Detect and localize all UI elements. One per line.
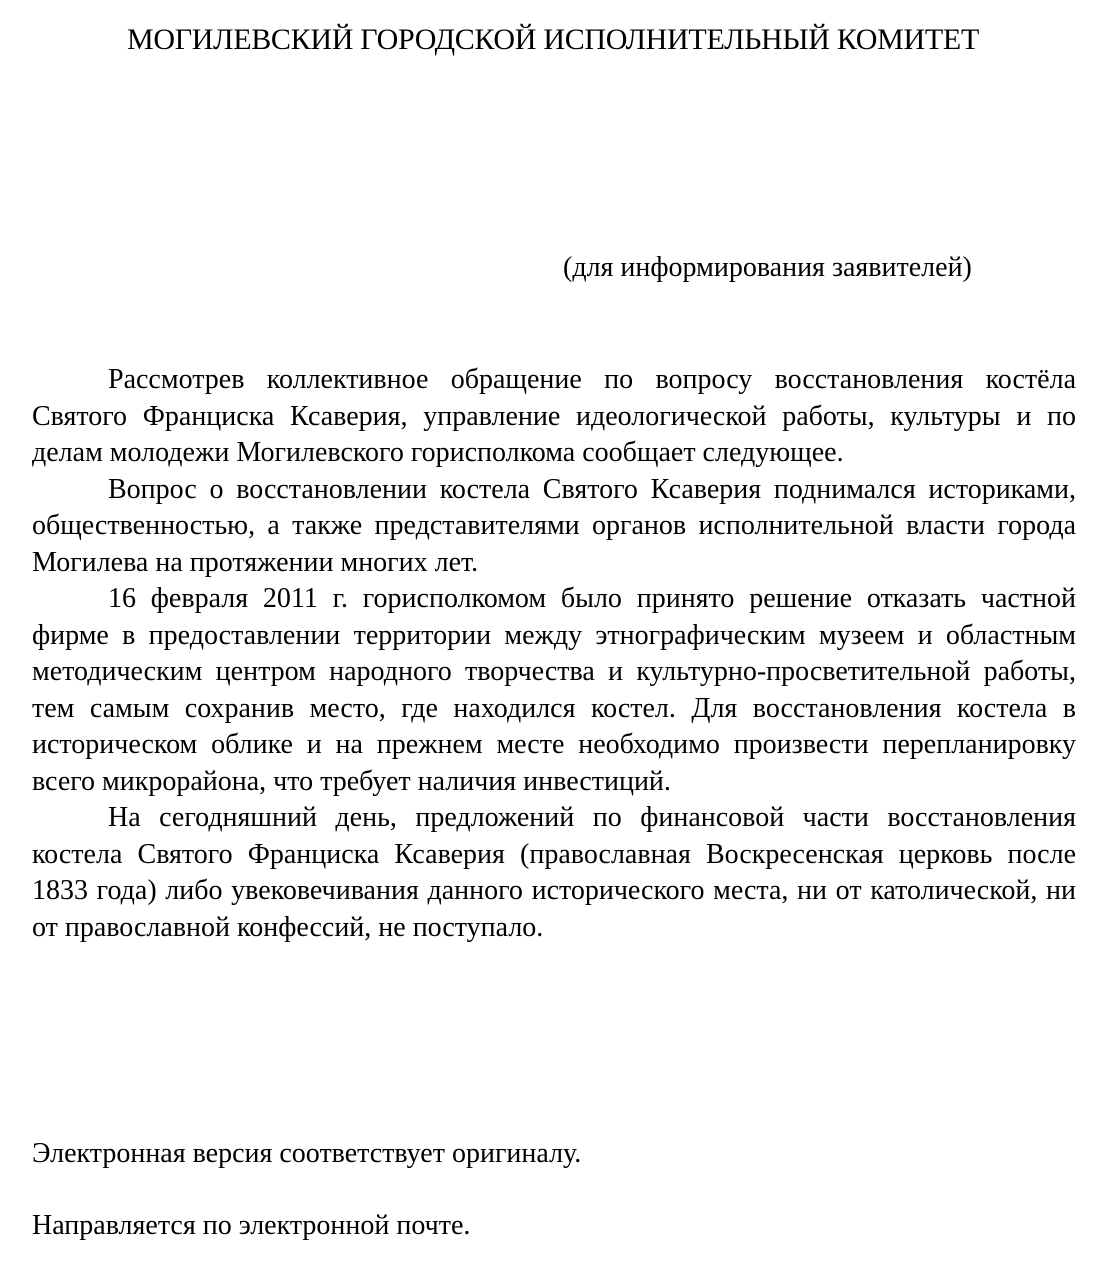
delivery-statement: Направляется по электронной почте.: [32, 1210, 471, 1241]
paragraph-3: 16 февраля 2011 г. горисполкомом было принято решение отказать частной фирме в предоставлении территории между этнографическим музеем и областным методическим центром народного творчества и культурно-просветительной работы, тем самым сохранив место, где находился костел. Для восстановления костела в историческом облике и на прежнем месте необходимо произвести перепланировку всего микрорайона, что требует наличия инвестиций.: [32, 583, 1076, 797]
authenticity-statement: Электронная версия соответствует оригиналу.: [32, 1138, 582, 1169]
paragraph-1: Рассмотрев коллективное обращение по вопросу восстановления костёла Святого Франциска Ксаверия, управление идеологической работы, культуры и по делам молодежи Могилевского горисполкома сообщает следующее.: [32, 364, 1076, 468]
document-title: МОГИЛЕВСКИЙ ГОРОДСКОЙ ИСПОЛНИТЕЛЬНЫЙ КОМИТЕТ: [127, 23, 979, 56]
recipient-note: (для информирования заявителей): [563, 252, 972, 283]
document-body: [32, 362, 1076, 946]
paragraph-2: Вопрос о восстановлении костела Святого Ксаверия поднимался историками, общественностью, а также представителями органов исполнительной власти города Могилева на протяжении многих лет.: [32, 473, 1076, 578]
paragraph-4: На сегодняшний день, предложений по финансовой части восстановления костела Святого Франциска Ксаверия (православная Воскресенская церковь после 1833 года) либо увековечивания данного исторического места, ни от католической, ни от православной конфессий, не поступало.: [32, 802, 1076, 943]
